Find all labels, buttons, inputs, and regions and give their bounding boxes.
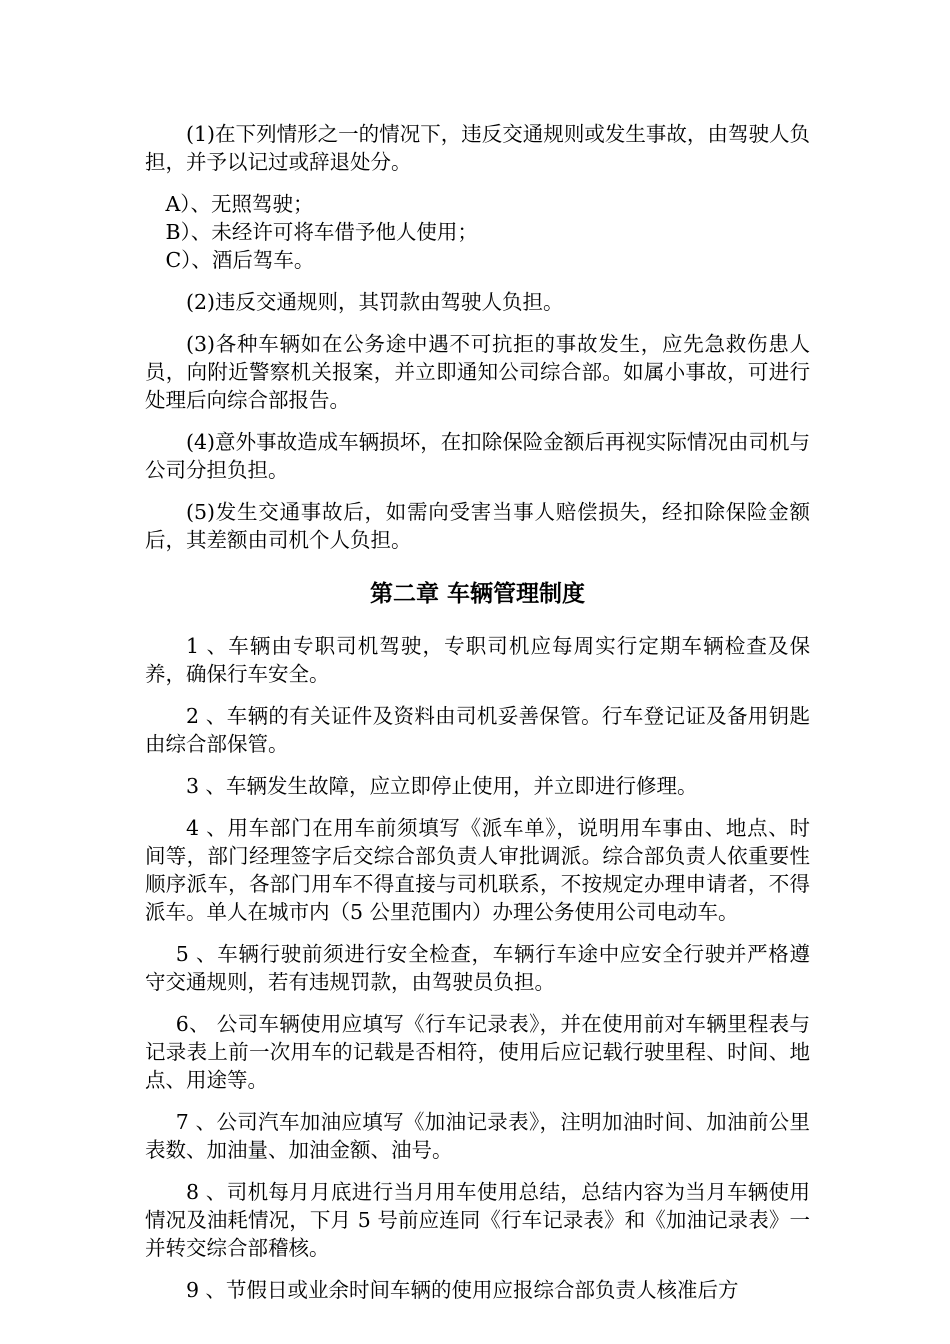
chapter-item-3: 3 、车辆发生故障，应立即停止使用，并立即进行修理。	[186, 774, 698, 798]
chapter-item-7: 7 、公司汽车加油应填写《加油记录表》，注明加油时间、加油前公里表数、加油量、加油金额、油号。	[145, 1110, 810, 1162]
chapter-title: 第二章 车辆管理制度	[369, 581, 585, 607]
chapter-item-8: 8 、司机每月月底进行当月用车使用总结，总结内容为当月车辆使用情况及油耗情况，下月 5 号前应连同《行车记录表》和《加油记录表》一并转交综合部稽核。	[145, 1180, 810, 1260]
paragraph-rule-5: (5)发生交通事故后，如需向受害当事人赔偿损失，经扣除保险金额后，其差额由司机个人负担。	[145, 500, 810, 552]
chapter-item-6: 6、 公司车辆使用应填写《行车记录表》，并在使用前对车辆里程表与记录表上前一次用车的记载是否相符，使用后应记载行驶里程、时间、地点、用途等。	[145, 1012, 810, 1092]
list-item: C）、酒后驾车。	[165, 248, 315, 272]
paragraph-rule-2: (2)违反交通规则，其罚款由驾驶人负担。	[186, 290, 564, 314]
list-item: A）、无照驾驶；	[165, 192, 314, 216]
paragraph-rule-3: (3)各种车辆如在公务途中遇不可抗拒的事故发生，应先急救伤患人员，向附近警察机关报案，并立即通知公司综合部。如属小事故，可进行处理后向综合部报告。	[145, 332, 810, 412]
document-body	[145, 120, 810, 1318]
chapter-item-2: 2 、车辆的有关证件及资料由司机妥善保管。行车登记证及备用钥匙由综合部保管。	[145, 704, 810, 756]
list-item: B）、未经许可将车借予他人使用；	[165, 220, 478, 244]
chapter-item-9: 9 、节假日或业余时间车辆的使用应报综合部负责人核准后方	[186, 1278, 739, 1302]
chapter-item-4: 4 、用车部门在用车前须填写《派车单》，说明用车事由、地点、时间等，部门经理签字后交综合部负责人审批调派。综合部负责人依重要性顺序派车，各部门用车不得直接与司机联系，不按规定办理申请者，不得派车。单人在城市内（5 公里范围内）办理公务使用公司电动车。	[145, 816, 810, 924]
chapter-item-1: 1 、车辆由专职司机驾驶，专职司机应每周实行定期车辆检查及保养，确保行车安全。	[145, 634, 810, 686]
chapter-item-5: 5 、车辆行驶前须进行安全检查，车辆行车途中应安全行驶并严格遵守交通规则，若有违规罚款，由驾驶员负担。	[145, 942, 810, 994]
rule-1-list	[145, 190, 810, 274]
paragraph-rule-1: (1)在下列情形之一的情况下，违反交通规则或发生事故，由驾驶人负担，并予以记过或辞退处分。	[145, 122, 810, 174]
paragraph-rule-4: (4)意外事故造成车辆损坏，在扣除保险金额后再视实际情况由司机与公司分担负担。	[145, 430, 810, 482]
